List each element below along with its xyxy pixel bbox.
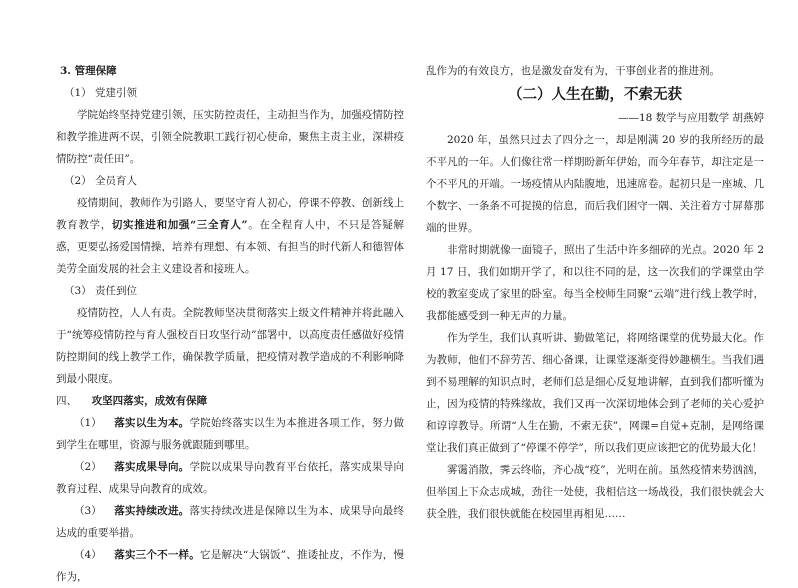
section-4-number: 四、 (56, 395, 77, 407)
list-item (56, 500, 404, 544)
item-text: 学院以成果导向教育平台依托，落实成果导向教育过程、成果导向教育的成效。 (56, 461, 405, 495)
duty-heading: （3） 责任到位 (64, 285, 138, 297)
all-staff-paragraph (56, 192, 404, 280)
continued-text: 乱作为的有效良方，也是激发奋发有为，干事创业者的推进剂。 (426, 65, 720, 77)
item-number: （1） (74, 417, 102, 429)
duty-paragraph: 疫情防控，人人有责。全院教师坚决贯彻落实上级文件精神并将此融入于“统筹疫情防控与育人强校百日攻坚行动”部署中，以高度责任感做好疫情防控期间的线上教学工作，确保教学质量，把疫情对教学造成的不利影响降到最小限度。 (56, 307, 404, 385)
item-text: 它是解决“大锅饭”、推诿扯皮，不作为，慢作为， (56, 549, 404, 583)
list-item (56, 412, 404, 456)
right-column (426, 60, 764, 525)
item-number: （3） (74, 505, 102, 517)
left-column (56, 60, 404, 588)
section-4-text: 攻坚四落实，成效有保障 (91, 395, 208, 407)
section-4-title (56, 390, 404, 412)
essay-byline: ——18 数学与应用数学 胡燕婷 (617, 112, 764, 124)
essay-title: （二）人生在勤，不索无获 (508, 86, 682, 103)
essay-paragraph: 非常时期就像一面镜子，照出了生活中许多细碎的光点。2020 年 2 月 17 日，我们如期开学了，和以往不同的是，这一次我们的学课堂由学校的教室变成了家里的卧室。每当全校师生同聚“云端”进行线上教学时，我都能感受到一种无声的力量。 (426, 244, 764, 322)
party-heading: （1） 党建引领 (64, 87, 138, 99)
all-staff-text-a: 疫情期间，教师作为引路人，要坚守育人初心，停课不停教、创新线上教育教学， (56, 197, 404, 231)
item-bold: 落实以生为本。 (114, 417, 190, 429)
essay-paragraph: 雾霭消散，霁云终临，齐心战“疫”，光明在前。虽然疫情来势汹汹，但举国上下众志成城，劲往一处使，我相信这一场战役，我们很快就会大获全胜，我们很快就能在校园里再相见…… (426, 464, 764, 520)
item-bold: 落实成果导向。 (114, 461, 190, 473)
all-staff-text-b: 。在全程育人中，不只是答疑解惑，更要弘扬爱国情操，培养有理想、有本领、有担当的时代新人和德智体美劳全面发展的社会主义建设者和接班人。 (56, 219, 404, 275)
party-paragraph: 学院始终坚持党建引领，压实防控责任，主动担当作为，加强疫情防控和教学推进两不误，引领全院教职工践行初心使命，聚焦主责主业，深耕疫情防控“责任田”。 (56, 109, 404, 165)
section-3-title: 3. 管理保障 (60, 65, 117, 77)
essay-paragraph: 2020 年，虽然只过去了四分之一，却是刚满 20 岁的我所经历的最不平凡的一年。人们像往常一样期盼新年伊始，而今年春节，却注定是一个不平凡的开端。一场疫情从内陆腹地，迅速席卷。起初只是一座城、几个数字、一条条不可捉摸的信息，而后我们困守一隅、关注着方寸屏幕那端的世界。 (426, 134, 764, 234)
item-bold: 落实三个不一样。 (114, 549, 201, 561)
list-item (56, 456, 404, 500)
item-bold: 落实持续改进。 (114, 505, 190, 517)
all-staff-bold: 切实推进和加强“三全育人” (111, 219, 248, 231)
item-number: （2） (74, 461, 102, 473)
list-item (56, 544, 404, 588)
all-staff-heading: （2） 全员育人 (64, 175, 138, 187)
item-text: 学院始终落实以生为本推进各项工作，努力做到学生在哪里，资源与服务就跟随到哪里。 (56, 417, 405, 451)
item-text: 落实持续改进是保障以生为本、成果导向最终达成的重要举措。 (56, 505, 405, 539)
item-number: （4） (74, 549, 102, 561)
essay-paragraph: 作为学生，我们认真听讲、勤做笔记，将网络课堂的优势最大化。作为教师，他们不辞劳苦、细心备课，让课堂逐渐变得妙趣横生。当我们遇到不易理解的知识点时，老师们总是细心反复地讲解，直到我们都听懂为止，因为疫情的特殊缘故，我们又再一次深切地体会到了老师的关心爱护和谆谆教导。所谓“人生在勤，不索无获”，网课=自觉+克制，是网络课堂让我们真正做到了“停课不停学”，所以我们更应该把它的优势最大化！ (426, 332, 764, 454)
